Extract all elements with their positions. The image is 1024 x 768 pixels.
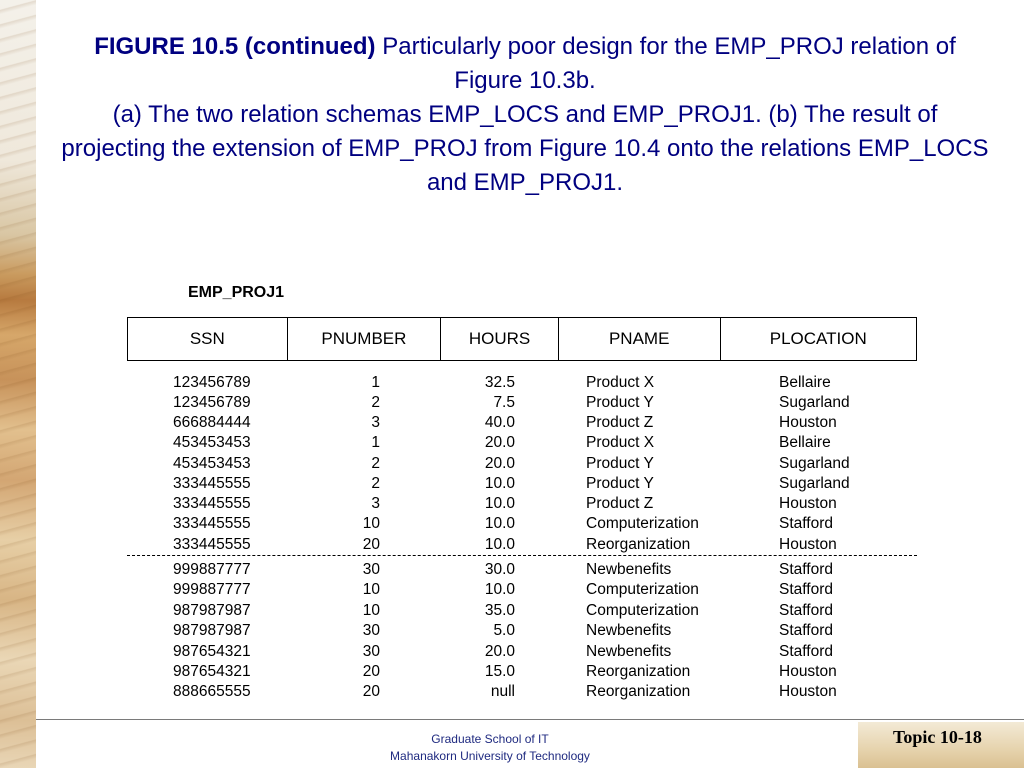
table-row (0, 434, 1024, 454)
cell-hours: 10.0 (484, 515, 515, 532)
cell-plocation: Houston (779, 414, 837, 431)
footer-school: Graduate School of IT (431, 732, 549, 746)
table-row (0, 414, 1024, 434)
cell-pnumber: 20 (362, 683, 380, 700)
cell-plocation: Stafford (779, 581, 834, 598)
cell-pnumber: 30 (362, 622, 380, 639)
cell-pname: Product Y (586, 475, 654, 492)
cell-ssn: 666884444 (173, 414, 251, 431)
column-header-pnumber: PNUMBER (288, 318, 442, 360)
cell-hours: 20.0 (484, 434, 515, 451)
cell-pnumber: 2 (371, 394, 380, 411)
cell-pnumber: 20 (362, 536, 380, 553)
cell-hours: 32.5 (484, 374, 515, 391)
table-row (0, 455, 1024, 475)
table-row (0, 515, 1024, 535)
cell-hours: 15.0 (484, 663, 515, 680)
cell-pname: Product Z (586, 495, 654, 512)
cell-ssn: 888665555 (173, 683, 251, 700)
cell-pname: Newbenefits (586, 622, 672, 639)
cell-ssn: 453453453 (173, 434, 251, 451)
cell-pnumber: 1 (371, 434, 380, 451)
cell-pname: Computerization (586, 581, 699, 598)
cell-pname: Product Y (586, 455, 654, 472)
cell-pnumber: 2 (371, 455, 380, 472)
cell-pnumber: 10 (362, 515, 380, 532)
dashed-separator (127, 555, 917, 556)
table-row (0, 683, 1024, 703)
cell-ssn: 123456789 (173, 394, 251, 411)
cell-pnumber: 10 (362, 602, 380, 619)
cell-pname: Reorganization (586, 683, 691, 700)
table-row (0, 374, 1024, 394)
table-row (0, 643, 1024, 663)
table-row (0, 561, 1024, 581)
cell-plocation: Houston (779, 495, 837, 512)
cell-hours: 10.0 (484, 475, 515, 492)
cell-plocation: Houston (779, 536, 837, 553)
cell-ssn: 987654321 (173, 663, 251, 680)
cell-pnumber: 20 (362, 663, 380, 680)
cell-plocation: Bellaire (779, 374, 831, 391)
cell-ssn: 333445555 (173, 515, 251, 532)
cell-hours: 35.0 (484, 602, 515, 619)
cell-ssn: 999887777 (173, 561, 251, 578)
cell-ssn: 987987987 (173, 602, 251, 619)
cell-pname: Reorganization (586, 663, 691, 680)
column-header-hours: HOURS (441, 318, 559, 360)
cell-pname: Product X (586, 374, 655, 391)
cell-hours: 30.0 (484, 561, 515, 578)
cell-pnumber: 1 (371, 374, 380, 391)
cell-pname: Newbenefits (586, 643, 672, 660)
slide-title (60, 30, 990, 200)
cell-pnumber: 3 (371, 495, 380, 512)
cell-pnumber: 30 (362, 561, 380, 578)
column-header-plocation: PLOCATION (769, 329, 867, 348)
cell-pname: Product Z (586, 414, 654, 431)
table-row (0, 663, 1024, 683)
cell-plocation: Stafford (779, 561, 834, 578)
table-name: EMP_PROJ1 (188, 284, 285, 301)
cell-pnumber: 10 (362, 581, 380, 598)
cell-plocation: Houston (779, 663, 837, 680)
cell-hours: 20.0 (484, 455, 515, 472)
figure-label: FIGURE 10.5 (continued) (94, 33, 376, 60)
cell-pnumber: 30 (362, 643, 380, 660)
cell-hours: 5.0 (493, 622, 515, 639)
cell-plocation: Stafford (779, 602, 834, 619)
cell-plocation: Sugarland (779, 394, 850, 411)
cell-pname: Newbenefits (586, 561, 672, 578)
cell-pname: Reorganization (586, 536, 691, 553)
table-row (0, 602, 1024, 622)
footer-divider (36, 719, 1024, 720)
cell-plocation: Sugarland (779, 455, 850, 472)
figure-caption-line2: (a) The two relation schemas EMP_LOCS and EMP_PROJ1. (b) The result of projecting the extension of EMP_PROJ from Figure 10.4 onto the relations EMP_LOCS and EMP_PROJ1. (61, 101, 989, 196)
cell-plocation: Houston (779, 683, 837, 700)
cell-ssn: 987654321 (173, 643, 251, 660)
table-row (0, 495, 1024, 515)
cell-pnumber: 2 (371, 475, 380, 492)
footer-university: Mahanakorn University of Technology (390, 749, 590, 763)
column-header-ssn: SSN (128, 318, 288, 360)
cell-pnumber: 3 (371, 414, 380, 431)
cell-ssn: 453453453 (173, 455, 251, 472)
cell-hours: 40.0 (484, 414, 515, 431)
cell-plocation: Stafford (779, 622, 834, 639)
cell-pname: Computerization (586, 602, 699, 619)
table-row (0, 581, 1024, 601)
table-row (0, 536, 1024, 556)
cell-pname: Product Y (586, 394, 654, 411)
cell-plocation: Stafford (779, 643, 834, 660)
table-row (0, 475, 1024, 495)
table-header (127, 317, 917, 361)
cell-plocation: Stafford (779, 515, 834, 532)
footer (300, 731, 680, 765)
cell-hours: null (490, 683, 515, 700)
cell-ssn: 333445555 (173, 536, 251, 553)
cell-hours: 10.0 (484, 495, 515, 512)
figure-caption-line1: Particularly poor design for the EMP_PROJ relation of Figure 10.3b. (375, 33, 956, 94)
cell-hours: 20.0 (484, 643, 515, 660)
cell-hours: 10.0 (484, 581, 515, 598)
cell-ssn: 999887777 (173, 581, 251, 598)
cell-hours: 10.0 (484, 536, 515, 553)
cell-pname: Product X (586, 434, 655, 451)
cell-plocation: Bellaire (779, 434, 831, 451)
cell-plocation: Sugarland (779, 475, 850, 492)
topic-label: Topic 10-18 (893, 727, 982, 747)
table-row (0, 394, 1024, 414)
table-row (0, 622, 1024, 642)
cell-ssn: 333445555 (173, 475, 251, 492)
column-header-pname: PNAME (559, 318, 721, 360)
cell-ssn: 123456789 (173, 374, 251, 391)
cell-ssn: 987987987 (173, 622, 251, 639)
cell-ssn: 333445555 (173, 495, 251, 512)
cell-pname: Computerization (586, 515, 699, 532)
cell-hours: 7.5 (493, 394, 515, 411)
